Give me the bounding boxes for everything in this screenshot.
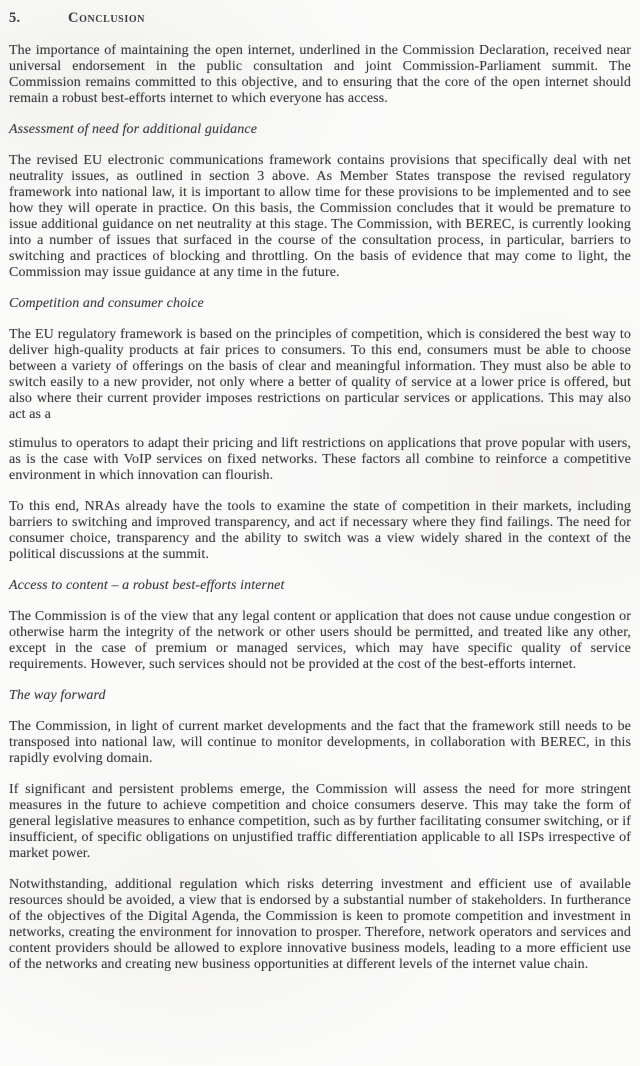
paragraph-notwithstanding: Notwithstanding, additional regulation which risks deterring investment and efficient use of available resources should be avoided, a view that is endorsed by a substantial number of stakeholders. In furtherance of the objectives of the Digital Agenda, the Commission is keen to promote competition and investment in networks, creating the environment for innovation to prosper. Therefore, network operators and services and content providers should be allowed to explore innovative business models, leading to a more efficient use of the networks and creating new business opportunities at different levels of the internet value chain. <box>9 877 631 972</box>
subheading-way-forward: The way forward <box>9 688 106 703</box>
section-number: 5. <box>9 10 21 26</box>
paragraph-revised-framework: The revised EU electronic communications framework contains provisions that specifically deal with net neutrality issues, as outlined in section 3 above. As Member States transpose the revised regulatory framework into national law, it is important to allow time for these provisions to be implemented and to see how they will operate in practice. On this basis, the Commission concludes that it would be premature to issue additional guidance on net neutrality at this stage. The Commission, with BEREC, is currently looking into a number of issues that surfaced in the course of the consultation process, in particular, barriers to switching and practices of blocking and throttling. On the basis of evidence that may come to light, the Commission may issue guidance at any time in the future. <box>9 153 631 280</box>
paragraph-stimulus-continuation: stimulus to operators to adapt their pricing and lift restrictions on applications that prove popular with users, as is the case with VoIP services on fixed networks. These factors all combine to reinforce a competitive environment in which innovation can flourish. <box>9 436 631 483</box>
paragraph-eu-regulatory: The EU regulatory framework is based on the principles of competition, which is considered the best way to deliver high-quality products at fair prices to consumers. To this end, consumers must be able to choose between a variety of offerings on the basis of clear and meaningful information. They must also be able to switch easily to a new provider, not only where a better of quality of service at a lower price is offered, but also where their current provider imposes restrictions on particular services or applications. This may also act as a <box>9 327 631 422</box>
subheading-competition: Competition and consumer choice <box>9 296 204 311</box>
section-heading <box>9 10 631 27</box>
paragraph-open-internet: The importance of maintaining the open internet, underlined in the Commission Declaration, received near universal endorsement in the public consultation and joint Commission-Parliament summit. The Commission remains committed to this objective, and to ensuring that the core of the open internet should remain a robust best-efforts internet to which everyone has access. <box>9 43 631 106</box>
subheading-assessment: Assessment of need for additional guidance <box>9 122 258 137</box>
paragraph-stringent-measures: If significant and persistent problems emerge, the Commission will assess the need for more stringent measures in the future to achieve competition and choice consumers deserve. This may take the form of general legislative measures to enhance competition, such as by further facilitating consumer switching, or if insufficient, of specific obligations on unjustified traffic differentiation applicable to all ISPs irrespective of market power. <box>9 782 631 861</box>
paragraph-nras-tools: To this end, NRAs already have the tools to examine the state of competition in their markets, including barriers to switching and improved transparency, and act if necessary where they find failings. The need for consumer choice, transparency and the ability to switch was a view widely shared in the context of the political discussions at the summit. <box>9 499 631 562</box>
section-title: Conclusion <box>68 10 146 26</box>
subheading-access-to-content: Access to content – a robust best-efforts internet <box>9 578 285 593</box>
paragraph-legal-content: The Commission is of the view that any legal content or application that does not cause undue congestion or otherwise harm the integrity of the network or other users should be permitted, and treated like any other, except in the case of premium or managed services, which may have specific quality of service requirements. However, such services should not be provided at the cost of the best-efforts internet. <box>9 609 631 672</box>
paragraph-monitor-developments: The Commission, in light of current market developments and the fact that the framework still needs to be transposed into national law, will continue to monitor developments, in collaboration with BEREC, in this rapidly evolving domain. <box>9 719 631 766</box>
